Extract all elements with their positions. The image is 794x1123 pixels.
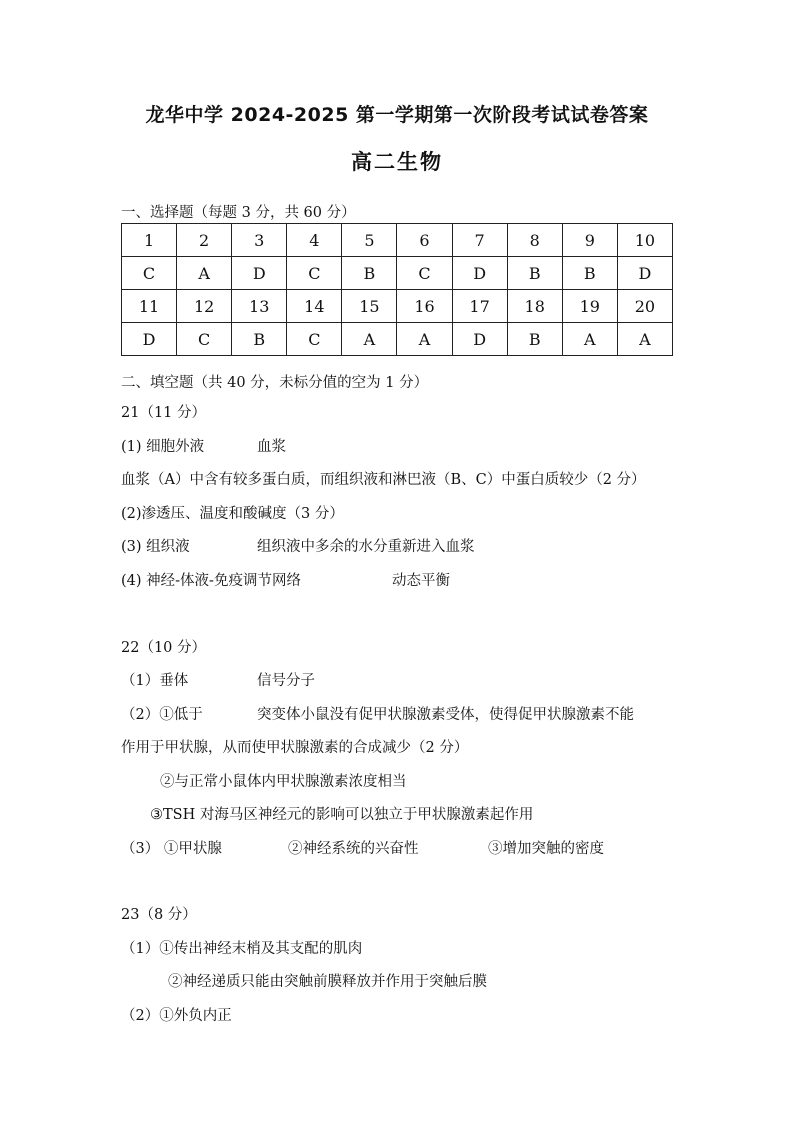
question-number: 5 bbox=[342, 224, 397, 257]
question-number: 3 bbox=[232, 224, 287, 257]
q21-answer-4b: 动态平衡 bbox=[392, 573, 450, 589]
question-number: 19 bbox=[562, 290, 617, 323]
q21-answer-3a: (3) 组织液 bbox=[121, 539, 190, 555]
question-number: 9 bbox=[562, 224, 617, 257]
answer-letter: C bbox=[177, 323, 232, 356]
document-title: 龙华中学 2024-2025 第一学期第一次阶段考试试卷答案 bbox=[145, 104, 649, 126]
question-number: 14 bbox=[287, 290, 342, 323]
question-number: 20 bbox=[617, 290, 672, 323]
answer-letter: D bbox=[232, 257, 287, 290]
table-row-answers-1 bbox=[122, 257, 673, 290]
q21-heading: 21（11 分） bbox=[121, 405, 207, 421]
table-row-numbers-2 bbox=[122, 290, 673, 323]
section-2-heading: 二、填空题（共 40 分，未标分值的空为 1 分） bbox=[121, 375, 429, 391]
q21-answer-1b: 血浆 bbox=[257, 439, 286, 455]
q23-heading: 23（8 分） bbox=[121, 907, 197, 923]
question-number: 16 bbox=[397, 290, 452, 323]
answer-letter: D bbox=[452, 257, 507, 290]
question-number: 15 bbox=[342, 290, 397, 323]
answer-letter: A bbox=[342, 323, 397, 356]
answer-letter: D bbox=[122, 323, 177, 356]
q22-answer-2b: 突变体小鼠没有促甲状腺激素受体，使得促甲状腺激素不能 bbox=[257, 707, 634, 723]
answer-letter: A bbox=[562, 323, 617, 356]
q23-answer-1a: （1）①传出神经末梢及其支配的肌肉 bbox=[121, 941, 363, 957]
question-number: 8 bbox=[507, 224, 562, 257]
question-number: 12 bbox=[177, 290, 232, 323]
q21-answer-2: (2)渗透压、温度和酸碱度（3 分） bbox=[121, 506, 344, 522]
q22-answer-1b: 信号分子 bbox=[257, 673, 315, 689]
document-subtitle: 高二生物 bbox=[351, 150, 443, 174]
q23-answer-2a: （2）①外负内正 bbox=[121, 1008, 232, 1024]
q22-answer-2-part3: ③TSH 对海马区神经元的影响可以独立于甲状腺激素起作用 bbox=[150, 807, 534, 823]
answer-letter: A bbox=[617, 323, 672, 356]
question-number: 4 bbox=[287, 224, 342, 257]
answer-letter: C bbox=[122, 257, 177, 290]
question-number: 1 bbox=[122, 224, 177, 257]
question-number: 6 bbox=[397, 224, 452, 257]
q22-answer-2b-cont: 作用于甲状腺，从而使甲状腺激素的合成减少（2 分） bbox=[121, 740, 469, 756]
answer-letter: B bbox=[562, 257, 617, 290]
answer-letter: B bbox=[232, 323, 287, 356]
question-number: 2 bbox=[177, 224, 232, 257]
section-1-heading: 一、选择题（每题 3 分，共 60 分） bbox=[121, 205, 356, 221]
q22-answer-3a: （3） ①甲状腺 bbox=[121, 841, 222, 857]
answer-letter: A bbox=[177, 257, 232, 290]
question-number: 18 bbox=[507, 290, 562, 323]
question-number: 7 bbox=[452, 224, 507, 257]
q22-answer-3c: ③增加突触的密度 bbox=[488, 841, 604, 857]
answer-letter: A bbox=[397, 323, 452, 356]
q22-heading: 22（10 分） bbox=[121, 640, 207, 656]
q21-answer-1-explanation: 血浆（A）中含有较多蛋白质，而组织液和淋巴液（B、C）中蛋白质较少（2 分） bbox=[121, 472, 646, 488]
answer-letter: C bbox=[287, 257, 342, 290]
answer-letter: B bbox=[507, 257, 562, 290]
answer-letter: D bbox=[617, 257, 672, 290]
question-number: 10 bbox=[617, 224, 672, 257]
q22-answer-1a: （1）垂体 bbox=[121, 673, 189, 689]
q22-answer-2a: （2）①低于 bbox=[121, 707, 203, 723]
q22-answer-2-part2: ②与正常小鼠体内甲状腺激素浓度相当 bbox=[160, 774, 407, 790]
table-row-answers-2 bbox=[122, 323, 673, 356]
answer-letter: C bbox=[397, 257, 452, 290]
answer-letter: D bbox=[452, 323, 507, 356]
q22-answer-3b: ②神经系统的兴奋性 bbox=[288, 841, 419, 857]
q21-answer-3b: 组织液中多余的水分重新进入血浆 bbox=[257, 539, 475, 555]
q23-answer-1b: ②神经递质只能由突触前膜释放并作用于突触后膜 bbox=[168, 974, 487, 990]
question-number: 13 bbox=[232, 290, 287, 323]
q21-answer-4a: (4) 神经-体液-免疫调节网络 bbox=[121, 573, 301, 589]
choice-answer-table bbox=[121, 223, 673, 356]
question-number: 17 bbox=[452, 290, 507, 323]
answer-letter: C bbox=[287, 323, 342, 356]
table-row-numbers-1 bbox=[122, 224, 673, 257]
answer-letter: B bbox=[507, 323, 562, 356]
answer-letter: B bbox=[342, 257, 397, 290]
q21-answer-1a: (1) 细胞外液 bbox=[121, 439, 205, 455]
question-number: 11 bbox=[122, 290, 177, 323]
